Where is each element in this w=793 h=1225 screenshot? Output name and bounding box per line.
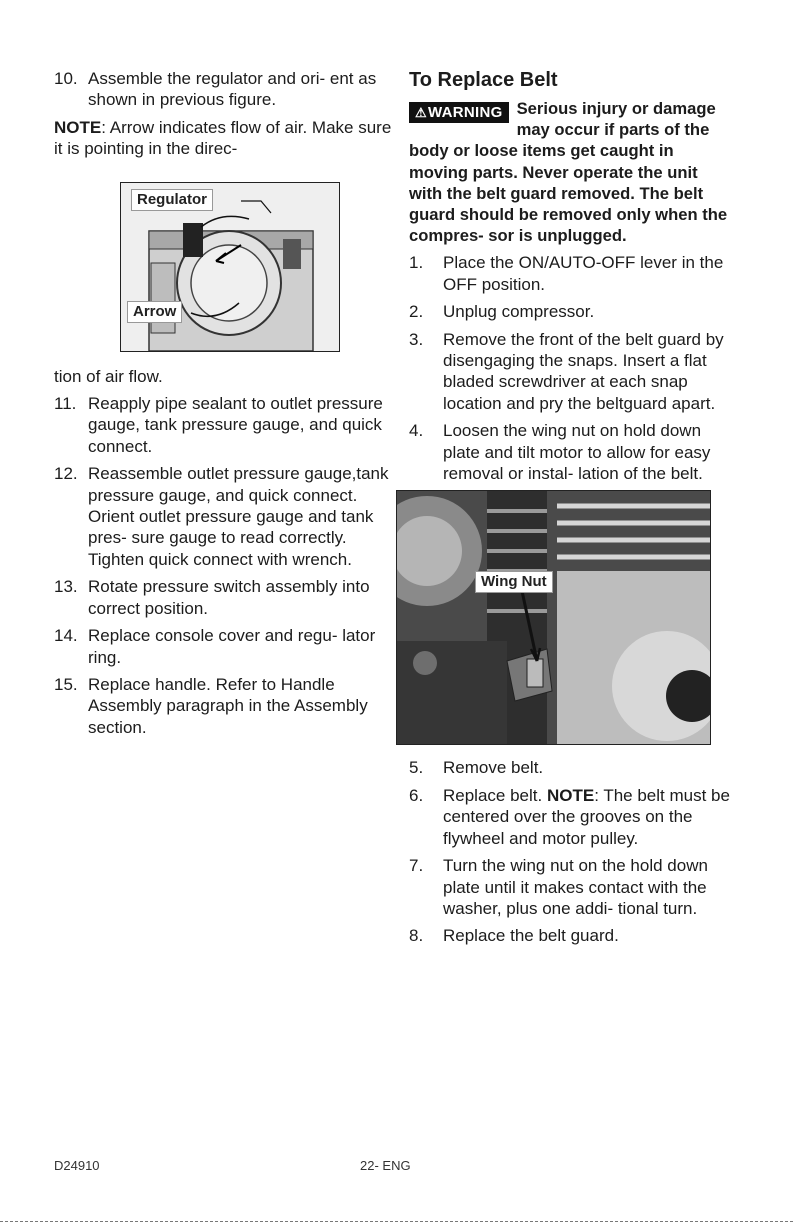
step-text: Remove the front of the belt guard by disengaging the snaps. Insert a flat bladed screwdriver at each snap location and pry the beltguard apart.: [443, 329, 724, 413]
wing-nut-label: Wing Nut: [475, 571, 553, 593]
step-text: [443, 785, 734, 849]
step-number: 13.: [54, 577, 78, 597]
step-4: [409, 420, 734, 484]
step-text: Loosen the wing nut on hold down plate and tilt motor to allow for easy removal or instal- lation of the belt.: [443, 421, 711, 484]
warning-block: [409, 98, 734, 246]
step-number: 3.: [409, 329, 424, 349]
step-text: Replace handle. Refer to Handle Assembly paragraph in the Assembly section.: [88, 674, 368, 737]
step-5: [409, 757, 734, 778]
step-number: 11.: [54, 394, 77, 414]
step-3: [409, 329, 734, 415]
step-text: Assemble the regulator and ori- ent as shown in previous figure.: [88, 69, 377, 110]
step-text-after: : The belt must be centered over the grooves on the flywheel and motor pulley.: [443, 785, 730, 848]
step-number: 15.: [54, 674, 78, 694]
page-number: 22- ENG: [360, 1158, 411, 1173]
page-bottom-divider: [0, 1221, 793, 1222]
step-number: 14.: [54, 626, 78, 646]
step-number: 6.: [409, 785, 424, 805]
step-12: [54, 463, 399, 570]
warning-badge-label: WARNING: [427, 104, 503, 121]
left-column: [54, 68, 399, 744]
step-text: Replace the belt guard.: [443, 926, 619, 946]
note-label: NOTE: [546, 785, 595, 805]
document-code: D24910: [54, 1158, 100, 1173]
step-number: 5.: [409, 758, 424, 778]
step-14: [54, 625, 399, 668]
wing-nut-photo: [396, 490, 711, 745]
note-paragraph: [54, 117, 399, 160]
step-1: [409, 252, 734, 295]
step-8: [409, 925, 734, 946]
step-number: 1.: [409, 253, 424, 273]
section-heading: To Replace Belt: [409, 69, 558, 91]
note-label: NOTE: [54, 117, 102, 137]
step-number: 2.: [409, 302, 424, 322]
step-text: Rotate pressure switch assembly into correct position.: [88, 577, 370, 618]
step-number: 12.: [54, 464, 78, 484]
warning-triangle-icon: ⚠: [415, 105, 427, 120]
step-text: Place the ON/AUTO-OFF lever in the OFF position.: [443, 253, 724, 294]
step-text-before: Replace belt.: [443, 785, 547, 805]
note-continuation: tion of air flow.: [54, 366, 163, 386]
warning-badge: [409, 102, 509, 123]
step-6: [409, 785, 734, 849]
step-number: 7.: [409, 856, 424, 876]
step-text: Remove belt.: [443, 758, 544, 778]
step-text: Reassemble outlet pressure gauge,tank pressure gauge, and quick connect. Orient outlet pressure gauge and tank pres- sure gauge to read correctly. Tighten quick connect with wrench.: [88, 464, 389, 569]
step-10: [54, 68, 399, 111]
step-number: 8.: [409, 926, 424, 946]
step-2: [409, 301, 734, 322]
step-number: 10.: [54, 69, 78, 88]
step-text: Replace console cover and regu- lator ring.: [88, 626, 376, 667]
regulator-figure: [120, 182, 340, 352]
warning-text: Serious injury or damage may occur if parts of the body or loose items get caught in moving parts. Never operate the unit with the belt guard removed. The belt guard should be removed only when the compres- sor is unplugged.: [409, 99, 728, 246]
step-11: [54, 393, 399, 457]
step-text: Turn the wing nut on the hold down plate until it makes contact with the washer, plus one addi- tional turn.: [443, 856, 708, 918]
wing-nut-illustration: [397, 491, 710, 744]
step-13: [54, 576, 399, 619]
step-number: 4.: [409, 421, 424, 441]
step-7: [409, 855, 734, 919]
right-column: [409, 68, 734, 953]
step-15: [54, 674, 399, 738]
note-text: : Arrow indicates flow of air. Make sure it is pointing in the direc-: [54, 117, 392, 159]
arrow-label: Arrow: [127, 301, 182, 323]
regulator-label: Regulator: [131, 189, 213, 211]
step-text: Unplug compressor.: [443, 302, 595, 322]
step-text: Reapply pipe sealant to outlet pressure gauge, tank pressure gauge, and quick connect.: [88, 394, 383, 456]
